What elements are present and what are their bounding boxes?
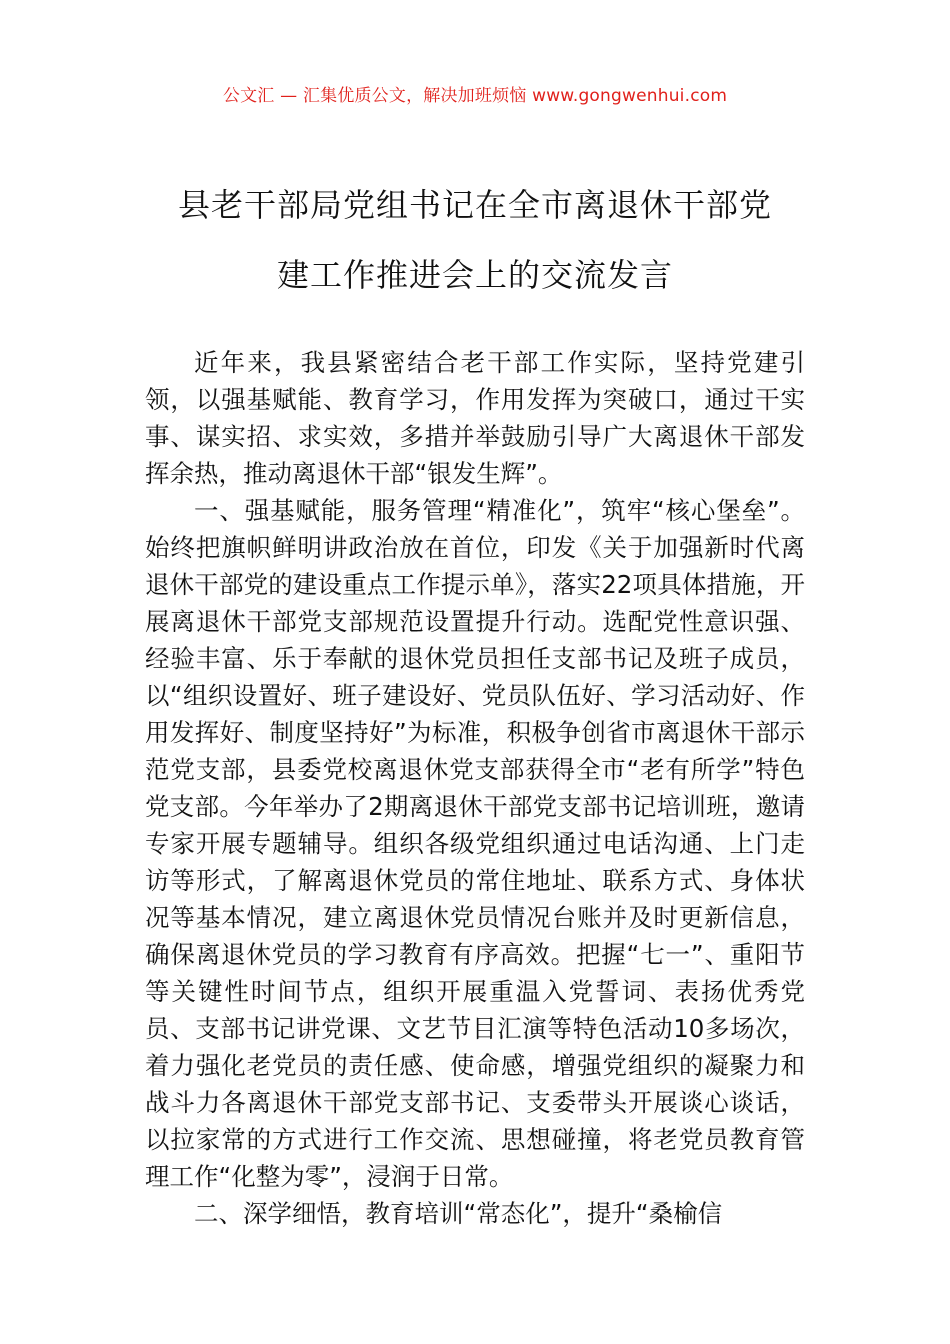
title-line-2: 建工作推进会上的交流发言 bbox=[276, 256, 673, 294]
paragraph-intro: 近年来，我县紧密结合老干部工作实际，坚持党建引领，以强基赋能、教育学习，作用发挥为突破口，通过干实事、谋实招、求实效，多措并举鼓励引导广大离退休干部发挥余热，推动离退休干部“银发生辉”。 bbox=[145, 348, 805, 488]
document-title bbox=[90, 170, 860, 310]
header-banner: 公文汇 — 汇集优质公文，解决加班烦恼 www.gongwenhui.com bbox=[222, 86, 728, 106]
paragraph-section-1: 一、强基赋能，服务管理“精准化”，筑牢“核心堡垒”。始终把旗帜鲜明讲政治放在首位，印发《关于加强新时代离退休干部党的建设重点工作提示单》，落实22项具体措施，开展离退休干部党支部规范设置提升行动。选配党性意识强、经验丰富、乐于奉献的退休党员担任支部书记及班子成员，以“组织设置好、班子建设好、党员队伍好、学习活动好、作用发挥好、制度坚持好”为标准，积极争创省市离退休干部示范党支部，县委党校离退休党支部获得全市“老有所学”特色党支部。今年举办了2期离退休干部党支部书记培训班，邀请专家开展专题辅导。组织各级党组织通过电话沟通、上门走访等形式，了解离退休党员的常住地址、联系方式、身体状况等基本情况，建立离退休党员情况台账并及时更新信息，确保离退休党员的学习教育有序高效。把握“七一”、重阳节等关键性时间节点，组织开展重温入党誓词、表扬优秀党员、支部书记讲党课、文艺节目汇演等特色活动10多场次，着力强化老党员的责任感、使命感，增强党组织的凝聚力和战斗力各离退休干部党支部书记、支委带头开展谈心谈话，以拉家常的方式进行工作交流、思想碰撞，将老党员教育管理工作“化整为零”，浸润于日常。 bbox=[145, 496, 805, 1191]
paragraph-section-2: 二、深学细悟，教育培训“常态化”，提升“桑榆信 bbox=[194, 1199, 723, 1228]
title-line-1: 县老干部局党组书记在全市离退休干部党 bbox=[177, 186, 772, 224]
document-body bbox=[145, 344, 805, 1232]
